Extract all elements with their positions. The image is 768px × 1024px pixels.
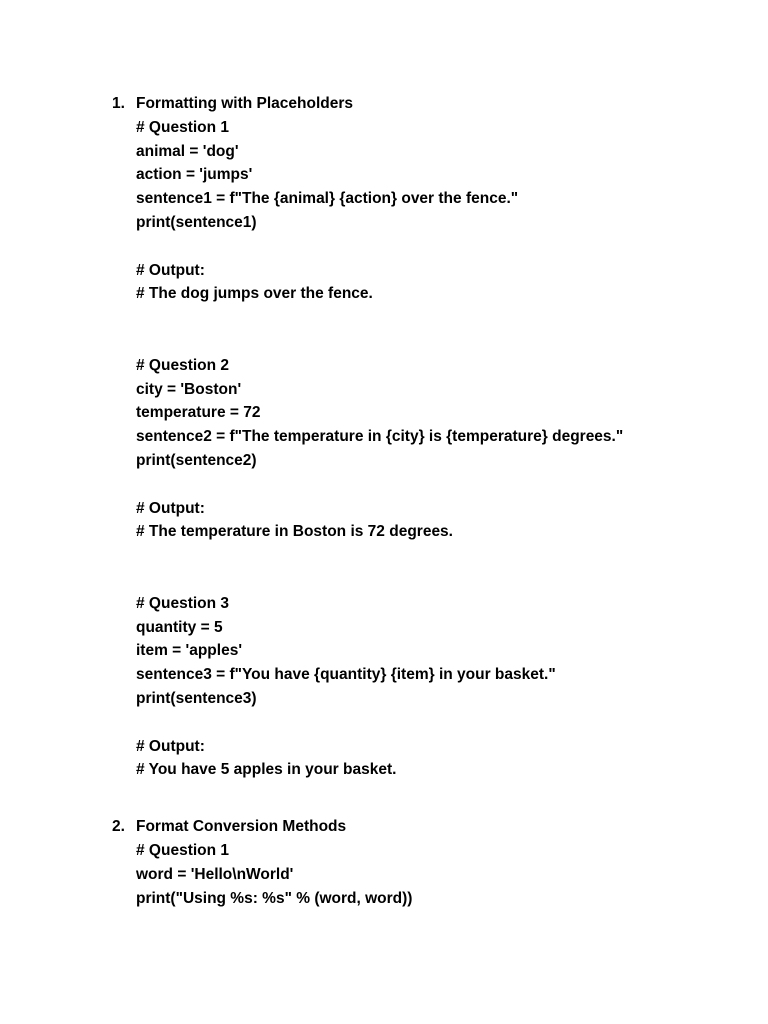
question-header: # Question 3: [136, 594, 230, 612]
list-item-2: [112, 815, 732, 910]
code-line: item = 'apples': [136, 642, 243, 660]
question-header: # Question 1: [136, 118, 230, 136]
code-block: [136, 116, 732, 235]
question-block: [136, 116, 732, 306]
output-header: # Output:: [136, 499, 205, 517]
question-block: [136, 592, 732, 782]
code-block: [136, 354, 732, 473]
question-block: [136, 354, 732, 544]
code-block: [136, 839, 732, 910]
output-block: [136, 735, 732, 783]
code-line: animal = 'dog': [136, 142, 239, 160]
code-line: temperature = 72: [136, 404, 261, 422]
question-block: [136, 839, 732, 910]
output-block: [136, 497, 732, 545]
section-title: Formatting with Placeholders: [136, 95, 354, 112]
code-line: city = 'Boston': [136, 380, 242, 398]
output-line: # You have 5 apples in your basket.: [136, 761, 397, 779]
code-line: action = 'jumps': [136, 166, 253, 184]
numbered-list: [112, 92, 732, 910]
code-block: [136, 592, 732, 711]
list-number: 2.: [112, 818, 125, 836]
code-line: print("Using %s: %s" % (word, word)): [136, 889, 413, 907]
question-header: # Question 1: [136, 841, 230, 859]
code-line: quantity = 5: [136, 618, 223, 636]
code-line: sentence3 = f"You have {quantity} {item} in your basket.": [136, 666, 556, 684]
code-line: sentence2 = f"The temperature in {city} is {temperature} degrees.": [136, 428, 624, 446]
code-line: print(sentence1): [136, 213, 257, 231]
list-number: 1.: [112, 95, 125, 112]
output-header: # Output:: [136, 737, 205, 755]
code-line: sentence1 = f"The {animal} {action} over the fence.": [136, 190, 519, 208]
output-line: # The dog jumps over the fence.: [136, 285, 373, 303]
output-block: [136, 259, 732, 307]
code-line: word = 'Hello\nWorld': [136, 865, 294, 883]
code-line: print(sentence2): [136, 451, 257, 469]
output-header: # Output:: [136, 261, 205, 279]
output-line: # The temperature in Boston is 72 degrees.: [136, 523, 453, 541]
list-item-1: [112, 92, 732, 782]
question-header: # Question 2: [136, 356, 230, 374]
code-line: print(sentence3): [136, 689, 257, 707]
section-title: Format Conversion Methods: [136, 818, 347, 836]
